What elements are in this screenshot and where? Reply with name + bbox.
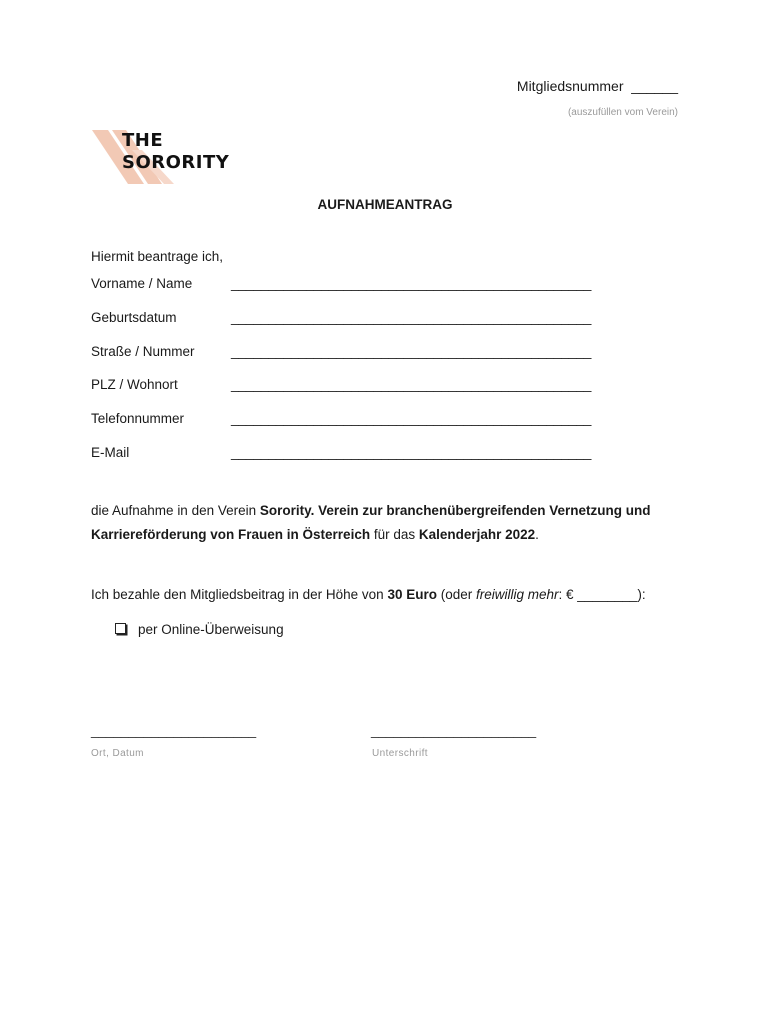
fee-statement bbox=[91, 587, 646, 602]
email-input[interactable]: ________________________________________________ bbox=[231, 445, 592, 460]
name-input[interactable]: ________________________________________________ bbox=[231, 276, 592, 291]
intro-text: Hiermit beantrage ich, bbox=[91, 249, 224, 264]
fee-voluntary: freiwillig mehr bbox=[476, 587, 559, 602]
logo-line-2: SORORITY bbox=[122, 152, 230, 173]
organization-name: Sorority. Verein zur branchenübergreifenden Vernetzung und Karriereförderung von Frauen in Österreich bbox=[91, 503, 651, 542]
place-date-label: Ort, Datum bbox=[91, 748, 144, 759]
field-label: Straße / Nummer bbox=[91, 344, 195, 359]
birthdate-input[interactable]: ________________________________________________ bbox=[231, 310, 592, 325]
field-city bbox=[91, 377, 611, 397]
sorority-logo bbox=[92, 130, 230, 184]
place-date-line[interactable]: ______________________ bbox=[91, 723, 257, 738]
member-number-label: Mitgliedsnummer bbox=[516, 78, 624, 94]
field-label: Telefonnummer bbox=[91, 411, 185, 426]
city-input[interactable]: ________________________________________________ bbox=[231, 377, 592, 392]
field-street bbox=[91, 344, 611, 364]
field-email bbox=[91, 445, 611, 465]
member-number bbox=[517, 78, 678, 94]
field-label: PLZ / Wohnort bbox=[91, 377, 178, 392]
membership-statement bbox=[91, 499, 691, 547]
logo-line-1: THE bbox=[122, 130, 164, 151]
payment-option-label: per Online-Überweisung bbox=[138, 622, 284, 637]
fee-middle: (oder bbox=[436, 587, 476, 602]
payment-option-online[interactable] bbox=[115, 622, 284, 637]
signature-label: Unterschrift bbox=[372, 748, 428, 759]
street-input[interactable]: ________________________________________________ bbox=[231, 344, 592, 359]
statement-suffix: . bbox=[535, 527, 539, 542]
checkbox-icon[interactable] bbox=[115, 623, 126, 634]
phone-input[interactable]: ________________________________________________ bbox=[231, 411, 592, 426]
member-number-blank[interactable]: ______ bbox=[631, 78, 678, 94]
signature-line[interactable]: ______________________ bbox=[371, 723, 537, 738]
page-title: AUFNAHMEANTRAG bbox=[317, 197, 453, 212]
field-label: Geburtsdatum bbox=[91, 310, 177, 325]
fee-amount: 30 Euro bbox=[387, 587, 437, 602]
logo-wordmark bbox=[122, 130, 229, 174]
fee-suffix[interactable]: : € ________): bbox=[558, 587, 646, 602]
field-phone bbox=[91, 411, 611, 431]
field-label: Vorname / Name bbox=[91, 276, 193, 291]
field-name bbox=[91, 276, 611, 296]
statement-prefix: die Aufnahme in den Verein bbox=[91, 503, 260, 518]
field-birthdate bbox=[91, 310, 611, 330]
member-number-note: (auszufüllen vom Verein) bbox=[567, 107, 678, 118]
fee-prefix: Ich bezahle den Mitgliedsbeitrag in der Höhe von bbox=[91, 587, 388, 602]
statement-middle: für das bbox=[370, 527, 419, 542]
field-label: E-Mail bbox=[91, 445, 130, 460]
membership-year: Kalenderjahr 2022 bbox=[418, 527, 536, 542]
